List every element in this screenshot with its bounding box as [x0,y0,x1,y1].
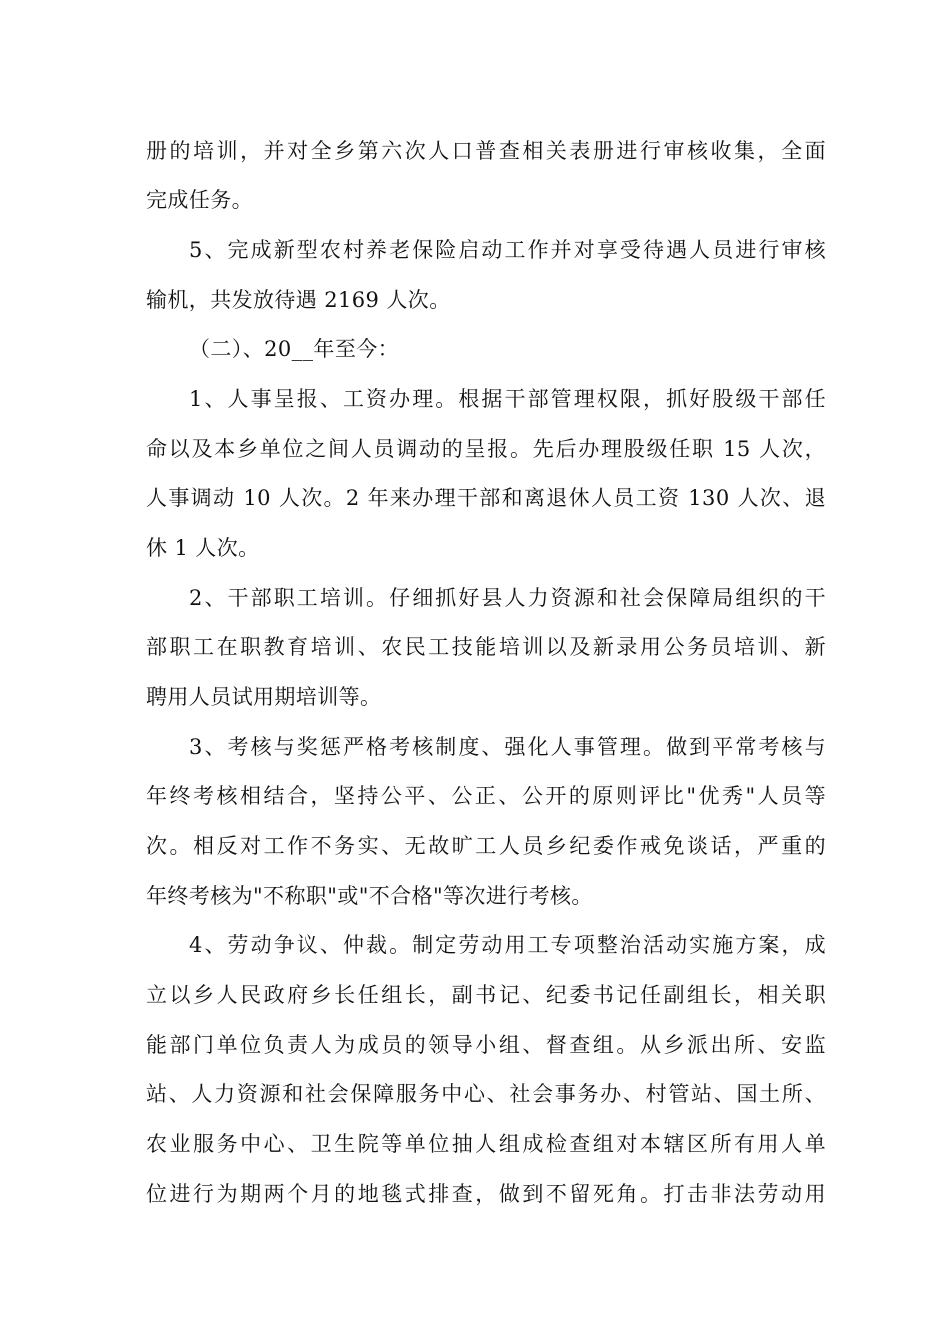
text-line: 命以及本乡单位之间人员调动的呈报。先后办理股级任职 15 人次， [146,437,826,461]
text-line: 站、人力资源和社会保障服务中心、社会事务办、村管站、国土所、 [146,1082,826,1106]
text-line: 休 1 人次。 [146,536,260,560]
text-line: 输机，共发放待遇 2169 人次。 [146,288,451,312]
text-line: 聘用人员试用期培训等。 [146,685,382,709]
text-line: 部职工在职教育培训、农民工技能培训以及新录用公务员培训、新 [146,635,826,659]
text-line: 位进行为期两个月的地毯式排查，做到不留死角。打击非法劳动用 [146,1182,826,1206]
paragraph-first-line: 3、考核与奖惩严格考核制度、强化人事管理。做到平常考核与 [189,735,826,759]
text-line: 年终考核为"不称职"或"不合格"等次进行考核。 [146,884,593,908]
paragraph-first-line: 5、完成新型农村养老保险启动工作并对享受待遇人员进行审核 [189,238,826,262]
text-line: 完成任务。 [146,188,253,212]
paragraph-first-line: 4、劳动争议、仲裁。制定劳动用工专项整治活动实施方案，成 [189,933,826,957]
text-line: 农业服务中心、卫生院等单位抽人组成检查组对本辖区所有用人单 [146,1132,826,1156]
paragraph-first-line: 2、干部职工培训。仔细抓好县人力资源和社会保障局组织的干 [189,586,826,610]
text-line: 年终考核相结合，坚持公平、公正、公开的原则评比"优秀"人员等 [146,784,826,808]
paragraph-first-line: 1、人事呈报、工资办理。根据干部管理权限，抓好股级干部任 [189,387,826,411]
text-line: 人事调动 10 人次。2 年来办理干部和离退休人员工资 130 人次、退 [146,486,826,510]
text-line: 能部门单位负责人为成员的领导小组、督查组。从乡派出所、安监 [146,1033,826,1057]
text-line: 次。相反对工作不务实、无故旷工人员乡纪委作戒免谈话，严重的 [146,834,826,858]
text-line: 册的培训，并对全乡第六次人口普查相关表册进行审核收集，全面 [146,139,826,163]
text-line: 立以乡人民政府乡长任组长，副书记、纪委书记任副组长，相关职 [146,983,826,1007]
section-heading: （二）、20__年至今： [189,337,400,361]
